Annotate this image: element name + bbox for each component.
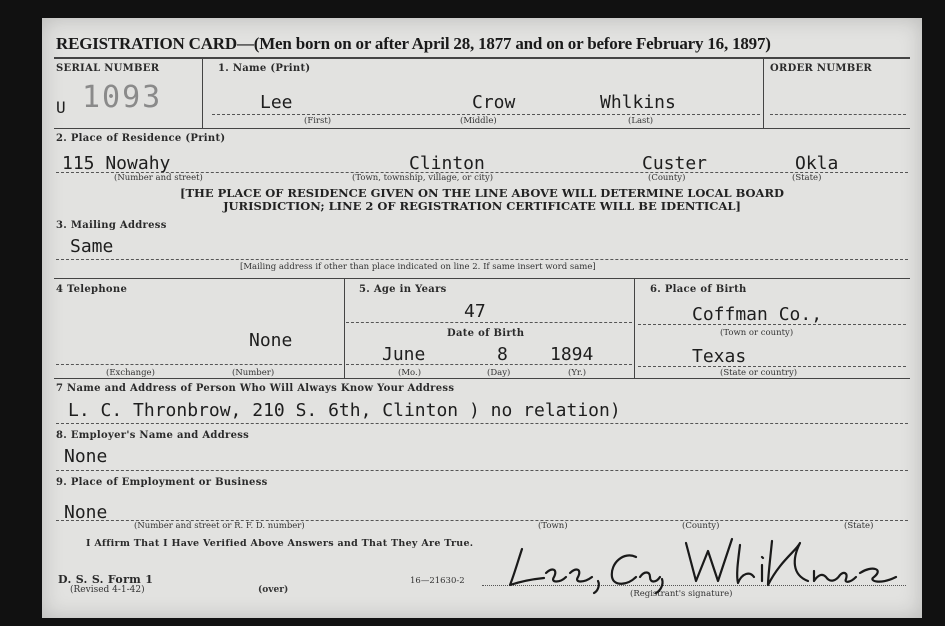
form-name: D. S. S. Form 1 — [58, 573, 154, 586]
birth-year: 1894 — [550, 344, 594, 365]
divider — [212, 114, 760, 115]
middle-caption: (Middle) — [460, 116, 497, 126]
serial-prefix: U — [56, 98, 66, 117]
divider — [638, 366, 906, 367]
month-caption: (Mo.) — [398, 368, 422, 378]
name-label: 1. Name (Print) — [218, 63, 311, 74]
signature-caption: (Registrant's signature) — [630, 589, 733, 599]
registration-card — [42, 18, 922, 618]
divider — [54, 378, 910, 379]
divider — [202, 57, 203, 128]
residence-street: 115 Nowahy — [62, 153, 171, 174]
divider — [56, 364, 342, 365]
telephone-label: 4 Telephone — [56, 284, 128, 295]
birth-town-caption: (Town or county) — [720, 328, 794, 338]
divider — [56, 470, 908, 471]
age-label: 5. Age in Years — [359, 284, 447, 295]
serial-number-value: 1093 — [82, 80, 163, 115]
state-caption: (State) — [792, 173, 822, 183]
name-last: Whlkins — [600, 92, 676, 113]
divider — [634, 278, 635, 378]
divider — [770, 114, 906, 115]
last-caption: (Last) — [628, 116, 654, 126]
exchange-caption: (Exchange) — [106, 368, 155, 378]
serial-number-label: SERIAL NUMBER — [56, 63, 160, 74]
registrant-signature — [500, 521, 920, 601]
birthplace-label: 6. Place of Birth — [650, 284, 747, 295]
residence-town: Clinton — [409, 153, 485, 174]
number-caption: (Number) — [232, 368, 275, 378]
mailing-address-label: 3. Mailing Address — [56, 220, 167, 231]
birth-state: Texas — [692, 346, 747, 367]
notice-line-1: [THE PLACE OF RESIDENCE GIVEN ON THE LINE ABOVE WILL DETERMINE LOCAL BOARD — [180, 186, 784, 200]
divider — [638, 324, 906, 325]
employer-value: None — [64, 446, 108, 467]
divider — [56, 423, 908, 424]
mailing-address-value: Same — [70, 236, 114, 257]
name-middle: Crow — [472, 92, 516, 113]
form-revised: (Revised 4-1-42) — [70, 585, 145, 595]
divider — [56, 259, 908, 260]
county-caption: (County) — [648, 173, 686, 183]
employment-town-caption: (Town) — [538, 521, 568, 531]
contact-label: 7 Name and Address of Person Who Will Always Know Your Address — [56, 383, 455, 394]
town-caption: (Town, township, village, or city) — [352, 173, 494, 183]
employment-county-caption: (County) — [682, 521, 720, 531]
residence-label: 2. Place of Residence (Print) — [56, 133, 226, 144]
year-caption: (Yr.) — [568, 368, 587, 378]
divider — [346, 322, 632, 323]
day-caption: (Day) — [487, 368, 511, 378]
employer-label: 8. Employer's Name and Address — [56, 430, 250, 441]
street-caption: (Number and street) — [114, 173, 203, 183]
name-first: Lee — [260, 92, 293, 113]
first-caption: (First) — [304, 116, 332, 126]
jurisdiction-notice — [82, 187, 882, 213]
divider — [346, 364, 632, 365]
card-title: REGISTRATION CARD—(Men born on or after April 28, 1877 and on or before February 16, 1897) — [56, 34, 771, 53]
mailing-caption: [Mailing address if other than place indicated on line 2. If same insert word same] — [240, 262, 596, 272]
telephone-value: None — [249, 330, 293, 351]
employment-label: 9. Place of Employment or Business — [56, 477, 268, 488]
divider — [763, 57, 764, 128]
residence-county: Custer — [642, 153, 708, 174]
birth-day: 8 — [497, 344, 508, 365]
birth-month: June — [382, 344, 426, 365]
affirmation-text: I Affirm That I Have Verified Above Answers and That They Are True. — [86, 538, 474, 549]
employment-value: None — [64, 502, 108, 523]
divider — [54, 128, 910, 129]
divider — [54, 278, 910, 279]
print-code: 16—21630-2 — [410, 576, 465, 586]
employment-street-caption: (Number and street or R. F. D. number) — [134, 521, 305, 531]
birth-state-caption: (State or country) — [720, 368, 798, 378]
date-of-birth-label: Date of Birth — [447, 328, 525, 339]
birth-town: Coffman Co., — [692, 304, 823, 325]
order-number-label: ORDER NUMBER — [770, 63, 873, 74]
divider — [54, 57, 910, 59]
residence-state: Okla — [795, 153, 839, 174]
over-note: (over) — [258, 585, 289, 595]
contact-value: L. C. Thronbrow, 210 S. 6th, Clinton ) no relation) — [68, 400, 621, 421]
notice-line-2: JURISDICTION; LINE 2 OF REGISTRATION CERTIFICATE WILL BE IDENTICAL] — [223, 199, 741, 213]
age-value: 47 — [464, 301, 486, 322]
divider — [344, 278, 345, 378]
employment-state-caption: (State) — [844, 521, 874, 531]
